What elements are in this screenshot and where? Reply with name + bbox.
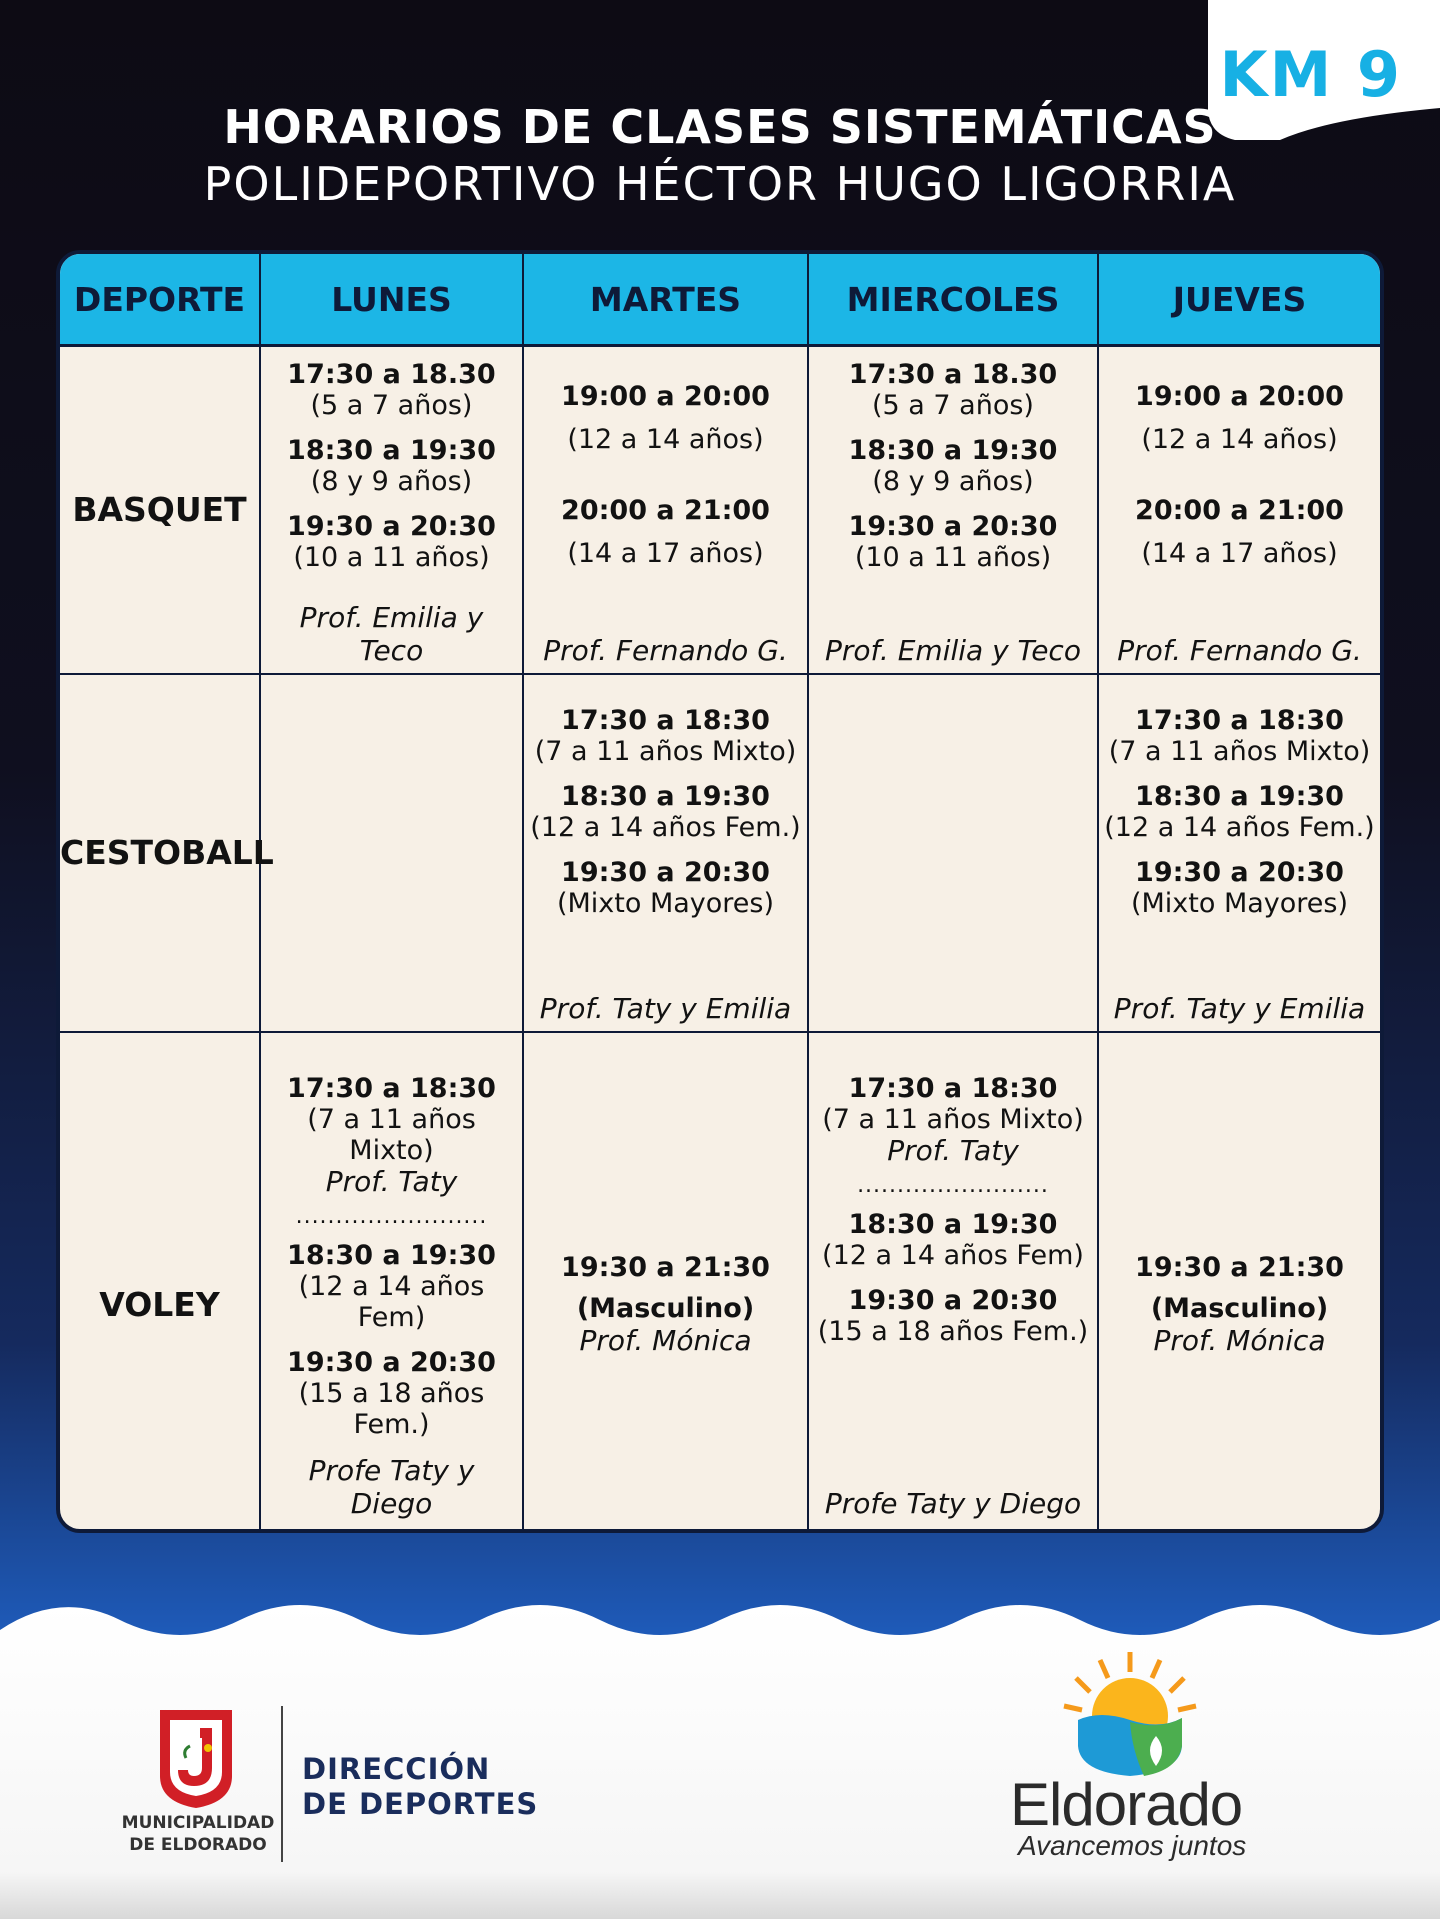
slot: 17:30 a 18.30 (5 a 7 años) bbox=[287, 359, 496, 422]
schedule-table bbox=[56, 250, 1384, 1533]
cell-voley-lunes bbox=[260, 1032, 523, 1534]
km-label: KM 9 bbox=[1219, 38, 1402, 111]
professor: Prof. Mónica bbox=[579, 1323, 752, 1357]
direction-name bbox=[302, 1752, 538, 1823]
cell-cestoball-jueves bbox=[1098, 674, 1380, 1032]
cell-voley-martes bbox=[523, 1032, 808, 1534]
slot: 17:30 a 18:30 (7 a 11 años Mixto) bbox=[1108, 704, 1371, 767]
slot: 20:00 a 21:00 (14 a 17 años) bbox=[561, 495, 770, 570]
slot: 18:30 a 19:30 (12 a 14 años Fem) bbox=[287, 1239, 496, 1333]
professor: Prof. Fernando G. bbox=[1117, 633, 1362, 667]
professor: Profe Taty y Diego bbox=[824, 1487, 1082, 1521]
slot: 17:30 a 18:30 (7 a 11 años Mixto) Prof. Taty bbox=[822, 1072, 1084, 1167]
cell-cestoball-lunes bbox=[260, 674, 523, 1032]
slot: 19:00 a 20:00 (12 a 14 años) bbox=[561, 381, 770, 456]
slot: 20:00 a 21:00 (14 a 17 años) bbox=[1135, 495, 1344, 570]
col-lunes: LUNES bbox=[260, 254, 523, 346]
slot: 19:30 a 20:30 (Mixto Mayores) bbox=[1130, 856, 1349, 919]
time: 19:30 a 21:30 bbox=[561, 1251, 770, 1283]
municipality-shield-icon bbox=[156, 1706, 236, 1810]
municipality-line1: MUNICIPALIDAD bbox=[121, 1813, 275, 1833]
table-header-row bbox=[60, 254, 1380, 346]
cell-basquet-martes bbox=[523, 346, 808, 674]
cell-basquet-jueves bbox=[1098, 346, 1380, 674]
professor: Prof. Emilia y Teco bbox=[299, 600, 484, 667]
sport-voley: VOLEY bbox=[60, 1032, 260, 1534]
cell-cestoball-martes bbox=[523, 674, 808, 1032]
slot: 18:30 a 19:30 (12 a 14 años Fem) bbox=[822, 1208, 1084, 1271]
cell-voley-miercoles bbox=[808, 1032, 1098, 1534]
professor: Prof. Emilia y Teco bbox=[825, 633, 1081, 667]
row-voley bbox=[60, 1032, 1380, 1534]
sport-basquet: BASQUET bbox=[60, 346, 260, 674]
professor: Prof. Taty y Emilia bbox=[539, 991, 792, 1025]
age: (Masculino) bbox=[1150, 1292, 1329, 1324]
professor: Prof. Taty y Emilia bbox=[1113, 991, 1366, 1025]
slot: 17:30 a 18:30 (7 a 11 años Mixto) Prof. Taty bbox=[287, 1072, 496, 1198]
cell-basquet-lunes bbox=[260, 346, 523, 674]
page-title: HORARIOS DE CLASES SISTEMÁTICAS bbox=[223, 100, 1217, 154]
slot: 19:30 a 20:30 (15 a 18 años Fem.) bbox=[817, 1284, 1089, 1347]
cell-cestoball-miercoles bbox=[808, 674, 1098, 1032]
time: 19:30 a 21:30 bbox=[1135, 1251, 1344, 1283]
professor: Prof. Fernando G. bbox=[543, 633, 788, 667]
direction-line2: DE DEPORTES bbox=[302, 1787, 539, 1822]
slot: 18:30 a 19:30 (12 a 14 años Fem.) bbox=[530, 780, 801, 843]
slot: 19:30 a 20:30 (Mixto Mayores) bbox=[556, 856, 775, 919]
slot: 18:30 a 19:30 (8 y 9 años) bbox=[287, 435, 496, 498]
eldorado-slogan: Avancemos juntos bbox=[1018, 1830, 1247, 1861]
direction-line1: DIRECCIÓN bbox=[302, 1752, 491, 1786]
dotted-separator: ........................ bbox=[857, 1172, 1049, 1198]
page-subtitle: POLIDEPORTIVO HÉCTOR HUGO LIGORRIA bbox=[203, 157, 1237, 211]
slot: 19:30 a 20:30 (10 a 11 años) bbox=[848, 511, 1058, 574]
dotted-separator: ........................ bbox=[295, 1203, 488, 1229]
eldorado-sun-logo-icon bbox=[1060, 1650, 1200, 1780]
slot: 18:30 a 19:30 (12 a 14 años Fem.) bbox=[1104, 780, 1375, 843]
col-deporte: DEPORTE bbox=[60, 254, 260, 346]
sport-cestoball: CESTOBALL bbox=[60, 674, 260, 1032]
col-martes: MARTES bbox=[523, 254, 808, 346]
cell-basquet-miercoles bbox=[808, 346, 1098, 674]
row-basquet bbox=[60, 346, 1380, 674]
col-miercoles: MIERCOLES bbox=[808, 254, 1098, 346]
slot: 19:30 a 20:30 (10 a 11 años) bbox=[287, 511, 496, 574]
cell-voley-jueves bbox=[1098, 1032, 1380, 1534]
slot: 17:30 a 18:30 (7 a 11 años Mixto) bbox=[534, 704, 797, 767]
slot: 19:30 a 20:30 (15 a 18 años Fem.) bbox=[287, 1346, 496, 1441]
row-cestoball bbox=[60, 674, 1380, 1032]
slot: 17:30 a 18.30 (5 a 7 años) bbox=[848, 359, 1058, 422]
municipality-line2: DE ELDORADO bbox=[129, 1835, 267, 1856]
age: (Masculino) bbox=[576, 1292, 755, 1324]
col-jueves: JUEVES bbox=[1098, 254, 1380, 346]
professor: Prof. Mónica bbox=[1153, 1323, 1326, 1357]
municipality-name bbox=[118, 1812, 278, 1856]
professor: Profe Taty y Diego bbox=[308, 1454, 475, 1521]
slot: 19:00 a 20:00 (12 a 14 años) bbox=[1135, 381, 1344, 456]
eldorado-brand: Eldorado bbox=[1010, 1771, 1243, 1838]
slot: 18:30 a 19:30 (8 y 9 años) bbox=[848, 435, 1058, 498]
footer-divider bbox=[281, 1706, 283, 1862]
